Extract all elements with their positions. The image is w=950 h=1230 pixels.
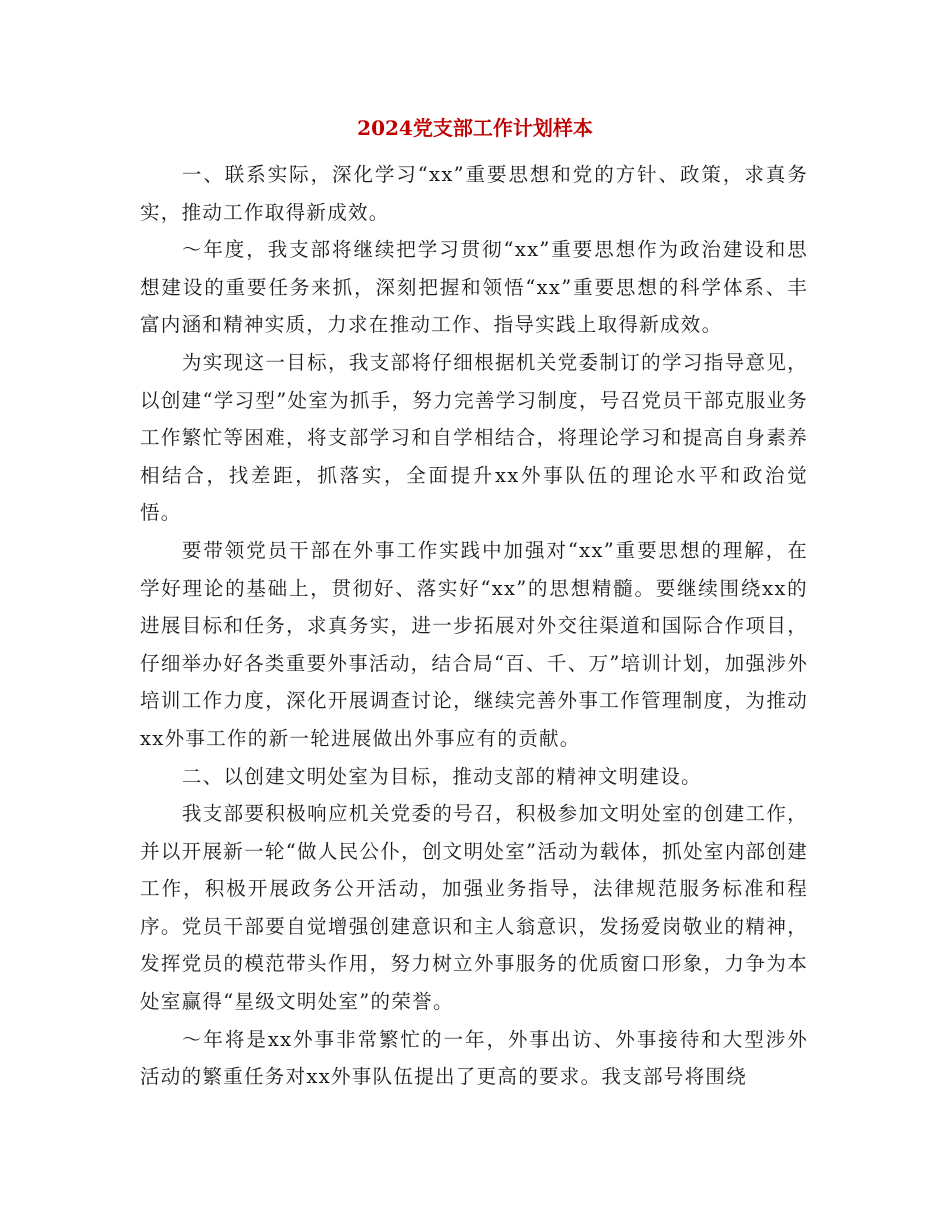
- document-body: [140, 156, 808, 1096]
- paragraph-section-one-heading: 一、联系实际，深化学习“xx”重要思想和党的方针、政策，求真务实，推动工作取得新成效。: [140, 163, 808, 224]
- paragraph-civilization: 我支部要积极响应机关党委的号召，积极参加文明处室的创建工作，并以开展新一轮“做人民公仆，创文明处室”活动为载体，抓处室内部创建工作，积极开展政务公开活动，加强业务指导，法律规范服务标准和程序。党员干部要自觉增强创建意识和主人翁意识，发扬爱岗敬业的精神，发挥党员的模范带头作用，努力树立外事服务的优质窗口形象，力争为本处室赢得“星级文明处室”的荣誉。: [140, 802, 808, 1014]
- paragraph-practice: 要带领党员干部在外事工作实践中加强对“xx”重要思想的理解，在学好理论的基础上，贯彻好、落实好“xx”的思想精髓。要继续围绕xx的进展目标和任务，求真务实，进一步拓展对外交往渠道和国际合作项目，仔细举办好各类重要外事活动，结合局“百、千、万”培训计划，加强涉外培训工作力度，深化开展调查讨论，继续完善外事工作管理制度，为推动xx外事工作的新一轮进展做出外事应有的贡献。: [140, 538, 808, 750]
- paragraph-section-two-heading: 二、以创建文明处室为目标，推动支部的精神文明建设。: [181, 764, 702, 788]
- document-title: 2024党支部工作计划样本: [357, 116, 593, 140]
- paragraph-annual-plan: ～年度，我支部将继续把学习贯彻“xx”重要思想作为政治建设和思想建设的重要任务来抓，深刻把握和领悟“xx”重要思想的科学体系、丰富内涵和精神实质，力求在推动工作、指导实践上取得新成效。: [140, 238, 808, 337]
- paragraph-study-goal: 为实现这一目标，我支部将仔细根据机关党委制订的学习指导意见，以创建“学习型”处室为抓手，努力完善学习制度，号召党员干部克服业务工作繁忙等困难，将支部学习和自学相结合，将理论学习和提高自身素养相结合，找差距，抓落实，全面提升xx外事队伍的理论水平和政治觉悟。: [140, 350, 808, 525]
- paragraph-next-year: ～年将是xx外事非常繁忙的一年，外事出访、外事接待和大型涉外活动的繁重任务对xx外事队伍提出了更高的要求。我支部号将围绕: [140, 1027, 808, 1089]
